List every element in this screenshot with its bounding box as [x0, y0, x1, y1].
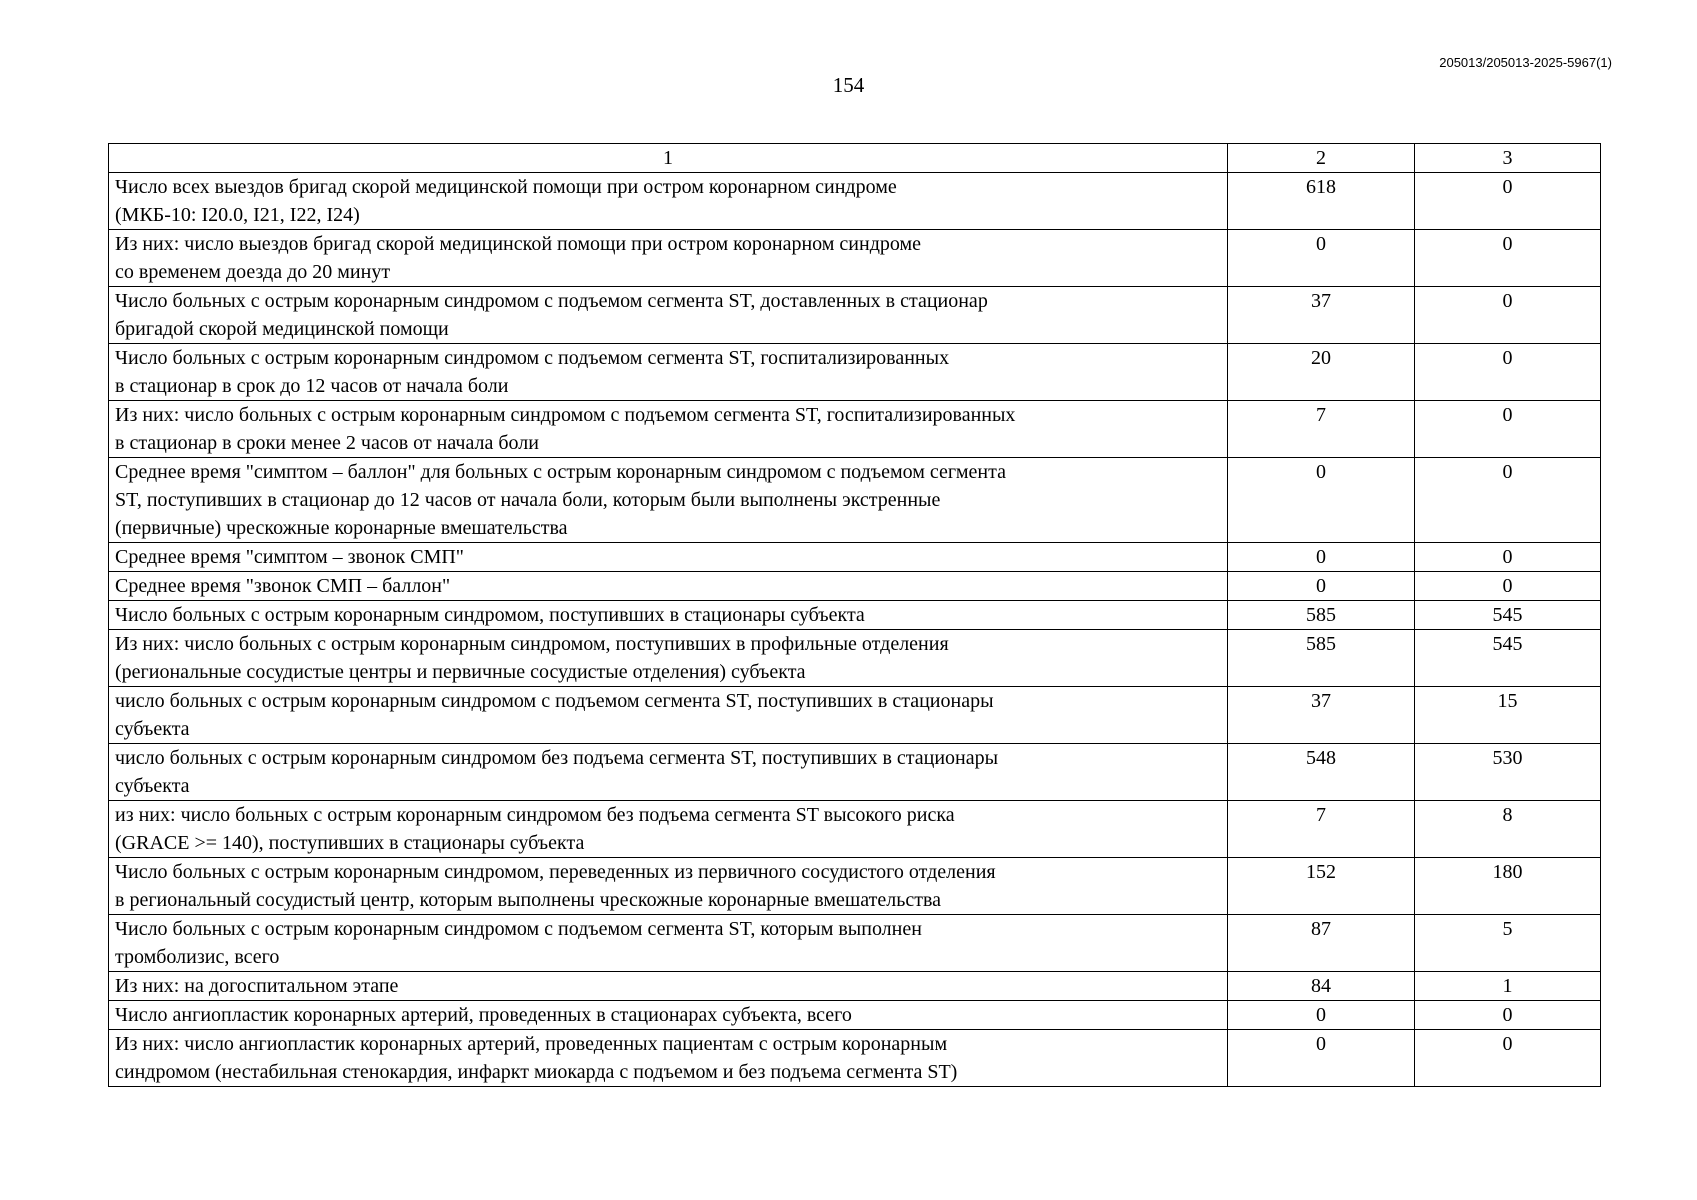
row-value-col3: 0 — [1415, 1001, 1601, 1030]
row-label: Число больных с острым коронарным синдромом с подъемом сегмента ST, госпитализированных в стационар в срок до 12 часов от начала боли — [109, 344, 1228, 401]
row-value-col3: 8 — [1415, 801, 1601, 858]
document-id: 205013/205013-2025-5967(1) — [1439, 55, 1612, 70]
column-header-1: 1 — [109, 144, 1228, 173]
row-value-col2: 0 — [1228, 572, 1415, 601]
row-label: Из них: число выездов бригад скорой медицинской помощи при остром коронарном синдроме со временем доезда до 20 минут — [109, 230, 1228, 287]
row-value-col3: 0 — [1415, 344, 1601, 401]
table-row — [109, 230, 1601, 287]
data-table — [108, 143, 1601, 1087]
row-value-col2: 152 — [1228, 858, 1415, 915]
row-value-col3: 0 — [1415, 230, 1601, 287]
row-value-col3: 1 — [1415, 972, 1601, 1001]
page-number: 154 — [832, 73, 865, 97]
row-value-col3: 545 — [1415, 601, 1601, 630]
table-row — [109, 287, 1601, 344]
row-label: Число больных с острым коронарным синдромом с подъемом сегмента ST, доставленных в стационар бригадой скорой медицинской помощи — [109, 287, 1228, 344]
table-row — [109, 173, 1601, 230]
row-label: из них: число больных с острым коронарным синдромом без подъема сегмента ST высокого риска (GRACE >= 140), поступивших в стационары субъекта — [109, 801, 1228, 858]
table-row — [109, 687, 1601, 744]
row-value-col2: 84 — [1228, 972, 1415, 1001]
table-row — [109, 458, 1601, 543]
row-label: Из них: число больных с острым коронарным синдромом, поступивших в профильные отделения (региональные сосудистые центры и первичные сосудистые отделения) субъекта — [109, 630, 1228, 687]
table-row — [109, 801, 1601, 858]
row-value-col2: 585 — [1228, 601, 1415, 630]
table-row — [109, 401, 1601, 458]
row-value-col2: 0 — [1228, 1001, 1415, 1030]
table-row — [109, 572, 1601, 601]
row-label: Число больных с острым коронарным синдромом, переведенных из первичного сосудистого отделения в региональный сосудистый центр, которым выполнены чрескожные коронарные вмешательства — [109, 858, 1228, 915]
table-header-row — [109, 144, 1601, 173]
column-header-2: 2 — [1228, 144, 1415, 173]
table-row — [109, 601, 1601, 630]
row-value-col2: 0 — [1228, 1030, 1415, 1087]
table-row — [109, 972, 1601, 1001]
row-label: Число больных с острым коронарным синдромом, поступивших в стационары субъекта — [109, 601, 1228, 630]
row-value-col2: 7 — [1228, 801, 1415, 858]
column-header-3: 3 — [1415, 144, 1601, 173]
row-value-col3: 15 — [1415, 687, 1601, 744]
row-value-col2: 618 — [1228, 173, 1415, 230]
row-value-col2: 548 — [1228, 744, 1415, 801]
table-row — [109, 744, 1601, 801]
row-value-col2: 7 — [1228, 401, 1415, 458]
row-value-col2: 87 — [1228, 915, 1415, 972]
table-row — [109, 344, 1601, 401]
row-value-col3: 0 — [1415, 572, 1601, 601]
table-row — [109, 630, 1601, 687]
row-label: Из них: число ангиопластик коронарных артерий, проведенных пациентам с острым коронарным синдромом (нестабильная стенокардия, инфаркт миокарда с подъемом и без подъема сегмента ST) — [109, 1030, 1228, 1087]
row-value-col2: 37 — [1228, 287, 1415, 344]
table-row — [109, 543, 1601, 572]
row-label: Число ангиопластик коронарных артерий, проведенных в стационарах субъекта, всего — [109, 1001, 1228, 1030]
row-value-col2: 0 — [1228, 458, 1415, 543]
row-value-col3: 530 — [1415, 744, 1601, 801]
table-row — [109, 915, 1601, 972]
table-row — [109, 1030, 1601, 1087]
row-label: число больных с острым коронарным синдромом без подъема сегмента ST, поступивших в стационары субъекта — [109, 744, 1228, 801]
table-row — [109, 858, 1601, 915]
row-value-col3: 180 — [1415, 858, 1601, 915]
row-value-col3: 0 — [1415, 401, 1601, 458]
row-value-col3: 0 — [1415, 287, 1601, 344]
row-value-col3: 0 — [1415, 173, 1601, 230]
row-value-col3: 5 — [1415, 915, 1601, 972]
row-value-col3: 0 — [1415, 458, 1601, 543]
row-value-col3: 545 — [1415, 630, 1601, 687]
row-label: Среднее время "симптом – баллон" для больных с острым коронарным синдромом с подъемом сегмента ST, поступивших в стационар до 12 часов от начала боли, которым были выполнены экстренные (первичные) чрескожные коронарные вмешательства — [109, 458, 1228, 543]
row-value-col3: 0 — [1415, 543, 1601, 572]
row-value-col2: 0 — [1228, 230, 1415, 287]
row-label: число больных с острым коронарным синдромом с подъемом сегмента ST, поступивших в стационары субъекта — [109, 687, 1228, 744]
row-value-col2: 585 — [1228, 630, 1415, 687]
table-row — [109, 1001, 1601, 1030]
row-value-col2: 37 — [1228, 687, 1415, 744]
row-label: Среднее время "симптом – звонок СМП" — [109, 543, 1228, 572]
row-label: Среднее время "звонок СМП – баллон" — [109, 572, 1228, 601]
row-label: Число больных с острым коронарным синдромом с подъемом сегмента ST, которым выполнен тромболизис, всего — [109, 915, 1228, 972]
row-label: Число всех выездов бригад скорой медицинской помощи при остром коронарном синдроме (МКБ-10: I20.0, I21, I22, I24) — [109, 173, 1228, 230]
row-label: Из них: число больных с острым коронарным синдромом с подъемом сегмента ST, госпитализированных в стационар в сроки менее 2 часов от начала боли — [109, 401, 1228, 458]
row-value-col3: 0 — [1415, 1030, 1601, 1087]
row-value-col2: 0 — [1228, 543, 1415, 572]
row-value-col2: 20 — [1228, 344, 1415, 401]
row-label: Из них: на догоспитальном этапе — [109, 972, 1228, 1001]
